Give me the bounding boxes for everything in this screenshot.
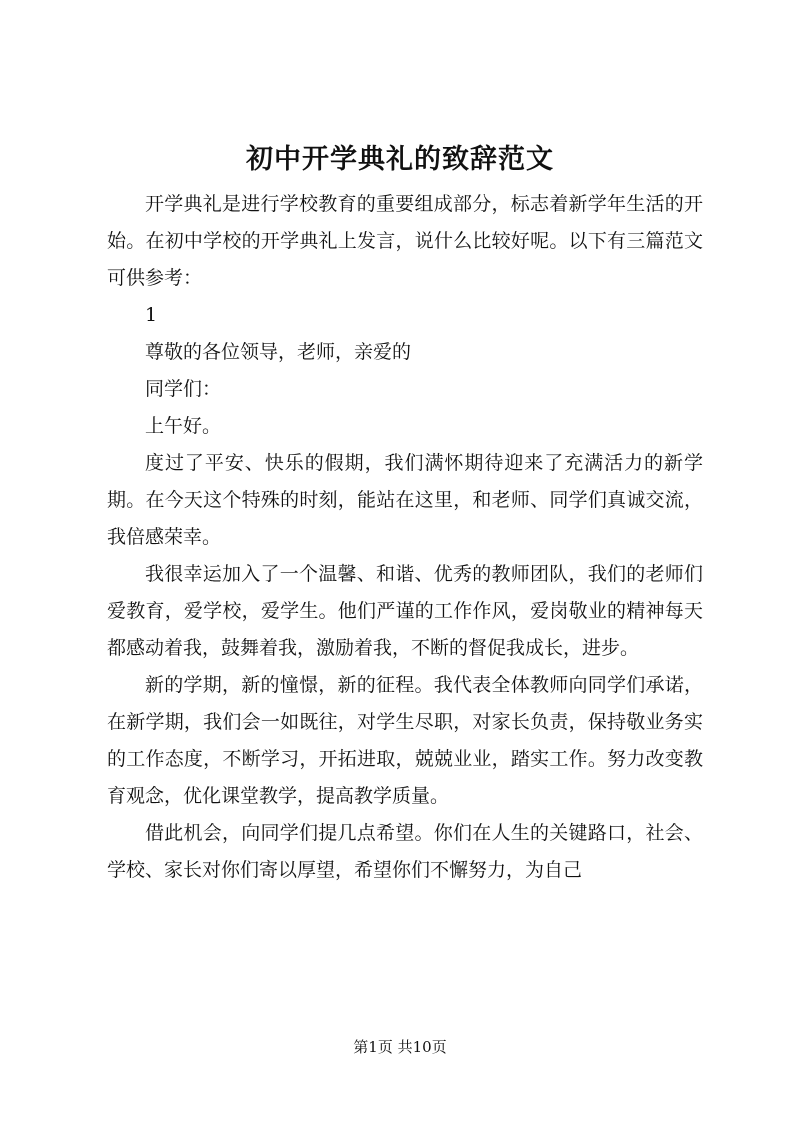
body-paragraph: 度过了平安、快乐的假期，我们满怀期待迎来了充满活力的新学期。在今天这个特殊的时刻，能站在这里，和老师、同学们真诚交流，我倍感荣幸。 [107, 452, 703, 548]
body-paragraph: 借此机会，向同学们提几点希望。你们在人生的关键路口，社会、学校、家长对你们寄以厚望，希望你们不懈努力，为自己 [107, 822, 703, 881]
page-footer: 第1页 共10页 [353, 1038, 447, 1056]
document-title: 初中开学典礼的致辞范文 [246, 144, 554, 175]
salutation-line-1: 尊敬的各位领导，老师，亲爱的 [145, 341, 412, 363]
intro-paragraph: 开学典礼是进行学校教育的重要组成部分，标志着新学年生活的开始。在初中学校的开学典礼上发言，说什么比较好呢。以下有三篇范文可供参考： [107, 193, 703, 289]
body-paragraph: 我很幸运加入了一个温馨、和谐、优秀的教师团队，我们的老师们爱教育，爱学校，爱学生。他们严谨的工作作风，爱岗敬业的精神每天都感动着我，鼓舞着我，激励着我，不断的督促我成长，进步。 [107, 563, 703, 659]
greeting-line: 上午好。 [145, 415, 222, 437]
section-number: 1 [145, 304, 158, 326]
body-paragraph: 新的学期，新的憧憬，新的征程。我代表全体教师向同学们承诺，在新学期，我们会一如既往，对学生尽职，对家长负责，保持敬业务实的工作态度，不断学习，开拓进取，兢兢业业，踏实工作。努力改变教育观念，优化课堂教学，提高教学质量。 [107, 674, 703, 807]
document-body [107, 186, 703, 889]
salutation-line-2: 同学们： [145, 378, 222, 400]
